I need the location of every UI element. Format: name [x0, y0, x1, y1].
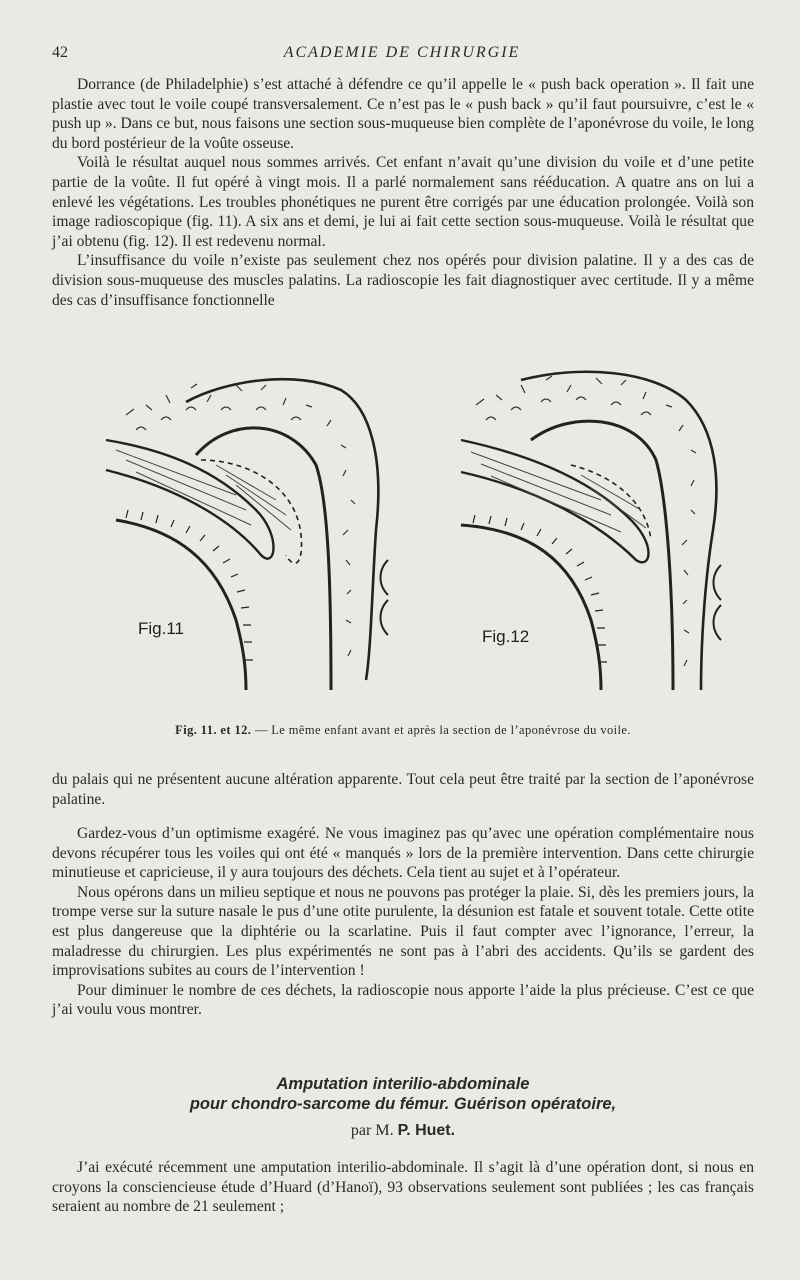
- paragraph: L’insuffisance du voile n’existe pas seulement chez nos opérés pour division palatine. Il y a des cas de division sous-muqueuse des muscles palatins. La radioscopie les fait diagnostiquer avec certitude. Il y a même des cas d’insuffisance fonctionnelle: [52, 252, 754, 309]
- paragraph: Dorrance (de Philadelphie) s’est attaché à défendre ce qu’il appelle le « push back operation ». Il fait une plastie avec tout le voile coupé transversalement. Ce n’est pas le « push back » qu’il faut poursuivre, c’est le « push up ». Dans ce but, nous faisons une section sous-muqueuse bien complète de l’aponévrose du voile, le long du bord postérieur de la voûte osseuse.: [52, 76, 755, 152]
- fig12-label: Fig.12: [482, 627, 530, 646]
- paragraph: Voilà le résultat auquel nous sommes arrivés. Cet enfant n’avait qu’une division du voile et d’une petite partie de la voûte. Il fut opéré à vingt mois. Il a parlé normalement sans rééducation. A quatre ans on lui a enlevé les végétations. Les troubles phonétiques ne purent être corrigés par une éducation prolongée. Voilà son image radioscopique (fig. 11). A six ans et demi, je lui ai fait cette section sous-muqueuse. Voilà le résultat que j’ai obtenu (fig. 12). Il est redevenu normal.: [52, 154, 754, 250]
- byline-author: P. Huet.: [397, 1122, 456, 1139]
- paragraph: du palais qui ne présentent aucune altération apparente. Tout cela peut être traité par la section de l’aponévrose palatine.: [52, 771, 754, 808]
- caption-label: Fig. 11. et 12.: [175, 723, 252, 737]
- running-title: ACADEMIE DE CHIRURGIE: [283, 44, 521, 61]
- body-mid: [52, 824, 754, 1020]
- byline: [52, 1122, 754, 1140]
- paragraph: Gardez-vous d’un optimisme exagéré. Ne vous imaginez pas qu’avec une opération complémentaire nous devons récupérer tous les voiles qui ont été « manqués » lors de la première intervention. Dans cette chirurgie minutieuse et capricieuse, il y aura toujours des déchets. Cela tient au sujet et à l’opérateur.: [52, 825, 754, 882]
- body-top: [52, 75, 754, 310]
- page-number: 42: [52, 44, 68, 61]
- paragraph: J’ai exécuté récemment une amputation interilio-abdominale. Il s’agit là d’une opération dont, si nous en croyons la consciencieuse étude d’Huard (d’Hanoï), 93 observations seulement sont publiées ; les cas français seraient au nombre de 21 seulement ;: [52, 1159, 754, 1216]
- paragraph: Nous opérons dans un milieu septique et nous ne pouvons pas protéger la plaie. Si, dès les premiers jours, la trompe verse sur la suture nasale le pus d’une otite purulente, la désunion est fatale et souvent totale. Cette otite est plus dangereuse que la diphtérie ou la scarlatine. Puis il faut compter avec l’ignorance, l’erreur, la maladresse du chirurgien. Les plus expérimentés ne sont pas à l’abri des accidents. Qu’ils se gardent des improvisations subites au cours de l’intervention !: [52, 883, 754, 980]
- anatomical-figure: [96, 360, 736, 710]
- paragraph: Pour diminuer le nombre de ces déchets, la radioscopie nous apporte l’aide la plus précieuse. C’est ce que j’ai voulu vous montrer.: [52, 981, 754, 1019]
- body-continuation: [52, 770, 754, 809]
- section-title-line1: Amputation interilio-abdominale: [276, 1075, 530, 1093]
- body-bottom: [52, 1158, 754, 1217]
- caption-text: — Le même enfant avant et après la section de l’aponévrose du voile.: [251, 723, 631, 737]
- page-header: [52, 44, 752, 66]
- byline-prefix: par M.: [350, 1122, 398, 1139]
- fig11-label: Fig.11: [138, 619, 184, 638]
- fig11-drawing: [106, 379, 388, 690]
- figure-caption: [52, 723, 754, 738]
- section-title-line2: pour chondro-sarcome du fémur. Guérison opératoire,: [189, 1095, 617, 1113]
